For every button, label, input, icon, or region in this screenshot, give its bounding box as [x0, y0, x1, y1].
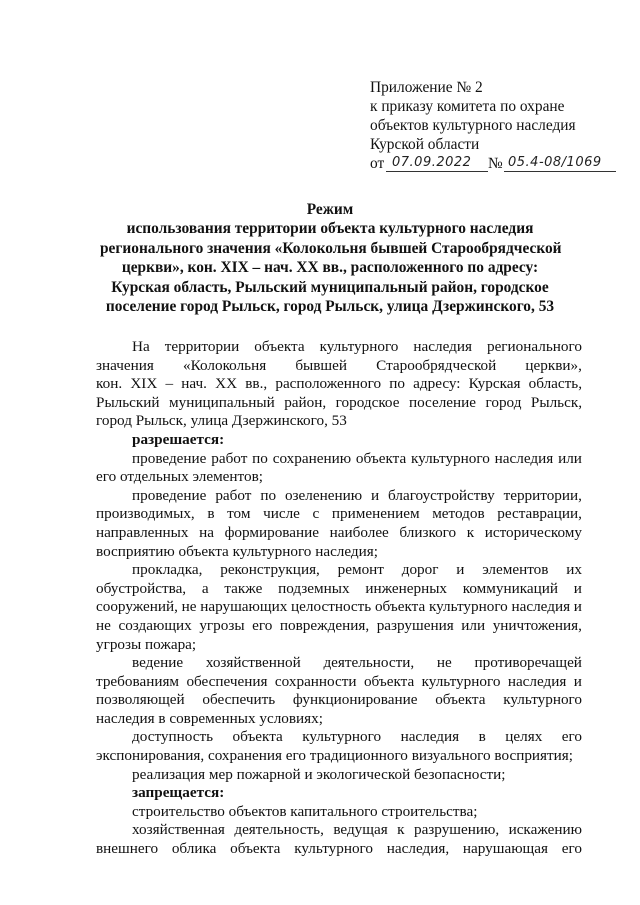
- intro-line: Рыльский муниципальный район, городское поселение город Рыльск,: [96, 393, 582, 411]
- appendix-region-line: Курской области: [370, 136, 480, 153]
- intro-line: город Рыльск, улица Дзержинского, 53: [96, 412, 347, 430]
- allowed-item-line: угрозы пожара;: [96, 635, 197, 653]
- date-prefix: от: [370, 155, 385, 172]
- allowed-item-line: проведение работ по озеленению и благоустройству территории,: [132, 486, 582, 504]
- title-line: использования территории объекта культурного наследия: [126, 220, 534, 238]
- allowed-item-line: его отдельных элементов;: [96, 468, 263, 486]
- title-line: Курская область, Рыльский муниципальный район, городское: [111, 278, 549, 296]
- handwritten-number: 05.4-08/1069: [508, 155, 602, 170]
- appendix-order-line: к приказу комитета по охране: [370, 98, 565, 115]
- allowed-item-line: сооружений, не нарушающих целостность объекта культурного наследия и: [96, 598, 582, 616]
- appendix-date-line: [370, 154, 630, 174]
- title-line: поселение город Рыльск, город Рыльск, улица Дзержинского, 53: [105, 298, 555, 316]
- allowed-item-line: восприятию объекта культурного наследия;: [96, 542, 378, 560]
- intro-line: кон. XIX – нач. XX вв., расположенного по адресу: Курская область,: [96, 375, 582, 393]
- intro-line: значения «Колокольня бывшей Старообрядческой церкви»,: [96, 356, 582, 374]
- allowed-item-line: проведение работ по сохранению объекта культурного наследия или: [132, 449, 582, 467]
- allowed-item-line: экспонирования, сохранения его традиционного визуального восприятия;: [96, 747, 573, 765]
- handwritten-date: 07.09.2022: [392, 155, 472, 170]
- allowed-item-line: прокладка, реконструкция, ремонт дорог и элементов их: [132, 561, 582, 579]
- allowed-item-line: реализация мер пожарной и экологической безопасности;: [132, 765, 506, 783]
- allowed-item-line: доступность объекта культурного наследия в целях его: [132, 728, 582, 746]
- forbidden-item-line: хозяйственная деятельность, ведущая к разрушению, искажению: [132, 821, 582, 839]
- title-line: регионального значения «Колокольня бывшей Старообрядческой: [100, 239, 562, 257]
- document-body: [96, 338, 582, 859]
- allowed-item-line: требованиям обеспечения сохранности объекта культурного наследия и: [96, 672, 582, 690]
- allowed-item-line: наследия в современных условиях;: [96, 709, 323, 727]
- allowed-item-line: ведение хозяйственной деятельности, не противоречащей: [132, 654, 582, 672]
- forbidden-heading: запрещается:: [132, 784, 225, 802]
- allowed-item-line: не создающих угрозы его повреждения, разрушения или уничтожения,: [96, 616, 582, 634]
- appendix-committee-line: объектов культурного наследия: [370, 117, 576, 134]
- allowed-heading: разрешается:: [132, 430, 225, 448]
- title-line: церкви», кон. XIX – нач. XX вв., расположенного по адресу:: [121, 259, 539, 277]
- intro-line: На территории объекта культурного наследия регионального: [132, 338, 582, 355]
- forbidden-item-line: строительство объектов капитального строительства;: [132, 802, 478, 820]
- appendix-block: [370, 78, 630, 174]
- allowed-item-line: направленных на формирование наиболее близкого к историческому: [96, 523, 582, 541]
- document-title: [100, 200, 560, 316]
- forbidden-item-line: внешнего облика объекта культурного наследия, нарушающая его: [96, 840, 582, 858]
- title-line: Режим: [306, 201, 354, 218]
- allowed-item-line: производимых, в том числе с применением методов реставрации,: [96, 505, 582, 523]
- number-prefix: №: [488, 155, 503, 172]
- allowed-item-line: обустройства, а также подземных инженерных коммуникаций и: [96, 579, 582, 597]
- allowed-item-line: позволяющей обеспечить функционирование объекта культурного: [96, 691, 582, 709]
- appendix-title: Приложение № 2: [370, 79, 483, 96]
